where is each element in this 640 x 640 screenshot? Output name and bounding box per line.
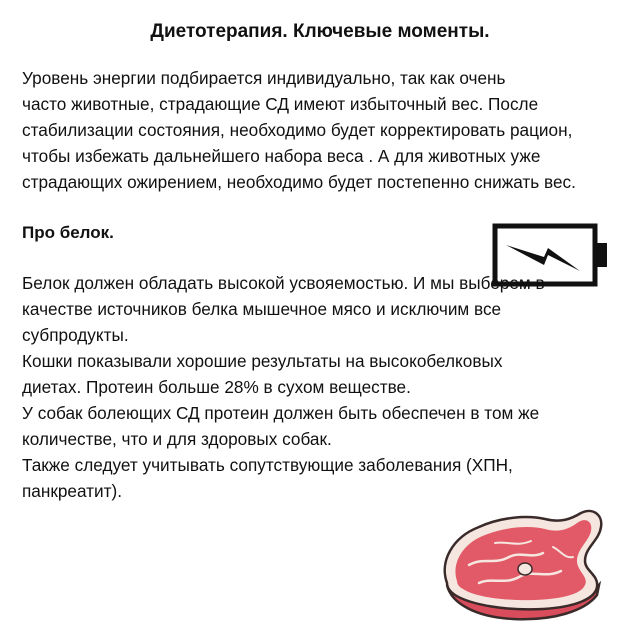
protein-heading: Про белок. bbox=[22, 223, 114, 242]
battery-terminal bbox=[597, 243, 607, 267]
intro-line: стабилизации состояния, необходимо будет корректировать рацион, bbox=[22, 120, 573, 140]
protein-paragraph bbox=[22, 270, 545, 504]
body-line: Белок должен обладать высокой усвояемостью. И мы выберем в bbox=[22, 273, 545, 293]
body-line: Кошки показывали хорошие результаты на высокобелковых bbox=[22, 351, 503, 371]
intro-line: чтобы избежать дальнейшего набора веса . А для животных уже bbox=[22, 146, 541, 166]
body-line: Также следует учитывать сопутствующие заболевания (ХПН, bbox=[22, 455, 513, 475]
intro-line: часто животные, страдающие СД имеют избыточный вес. После bbox=[22, 94, 539, 114]
body-line: качестве источников белка мышечное мясо и исключим все bbox=[22, 299, 502, 319]
body-line: панкреатит). bbox=[22, 481, 123, 501]
intro-line: страдающих ожирением, необходимо будет постепенно снижать вес. bbox=[22, 172, 576, 192]
steak-icon bbox=[435, 507, 610, 625]
lightning-bolt bbox=[506, 245, 580, 271]
intro-line: Уровень энергии подбирается индивидуально, так как очень bbox=[22, 68, 506, 88]
intro-paragraph bbox=[22, 65, 576, 195]
body-line: субпродукты. bbox=[22, 325, 129, 345]
steak-bone bbox=[518, 563, 532, 575]
body-line: диетах. Протеин больше 28% в сухом веществе. bbox=[22, 377, 411, 397]
body-line: У собак болеющих СД протеин должен быть обеспечен в том же bbox=[22, 403, 540, 423]
page-title: Диетотерапия. Ключевые моменты. bbox=[150, 21, 490, 42]
body-line: количестве, что и для здоровых собак. bbox=[22, 429, 332, 449]
